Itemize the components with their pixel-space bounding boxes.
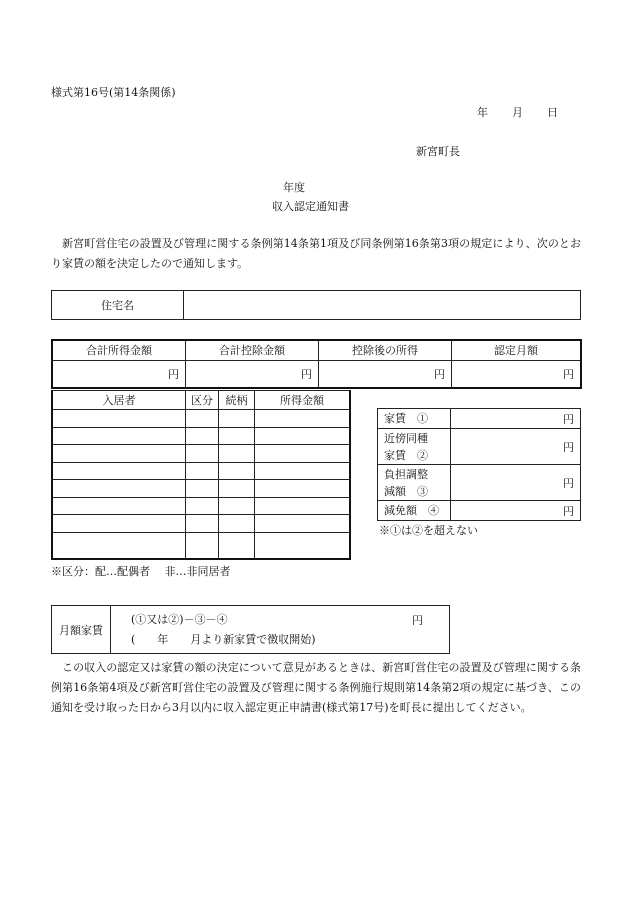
monthly-rent-start-note: ( 年 月より新家賃で徴収開始) xyxy=(131,632,316,646)
resident-category xyxy=(186,427,219,445)
monthly-rent-table xyxy=(51,605,450,654)
resident-name xyxy=(52,480,186,498)
resident-relation xyxy=(219,462,255,480)
residents-header-relation: 続柄 xyxy=(219,391,255,410)
monthly-rent-formula: (①又は②)－③－④ xyxy=(131,612,228,626)
resident-income xyxy=(255,445,351,463)
rent-note: ※①は②を超えない xyxy=(379,524,478,537)
resident-relation xyxy=(219,427,255,445)
income-header-monthly-amount: 認定月額 xyxy=(452,340,582,360)
resident-relation xyxy=(219,533,255,559)
resident-category xyxy=(186,515,219,533)
deduction-value-yen: 円 xyxy=(186,360,319,388)
residents-header-category: 区分 xyxy=(186,391,219,410)
rent-label-base: 家賃 ① xyxy=(378,409,451,429)
resident-category xyxy=(186,497,219,515)
rent-value-exemption: 円 xyxy=(451,501,581,521)
resident-income xyxy=(255,410,351,428)
resident-income xyxy=(255,462,351,480)
income-table xyxy=(51,339,582,389)
intro-paragraph: 新宮町営住宅の設置及び管理に関する条例第14条第1項及び同条例第16条第3項の規定により、次のとおり家賃の額を決定したので通知します。 xyxy=(51,237,581,270)
housing-value xyxy=(184,291,581,320)
date-day: 日 xyxy=(547,106,558,119)
income-header-after-deduction: 控除後の所得 xyxy=(319,340,452,360)
resident-category xyxy=(186,445,219,463)
housing-label: 住宅名 xyxy=(52,291,184,320)
rent-value-base: 円 xyxy=(451,409,581,429)
residents-table xyxy=(51,390,351,560)
resident-name xyxy=(52,427,186,445)
rent-table xyxy=(377,408,581,521)
resident-name xyxy=(52,497,186,515)
residents-header-name: 入居者 xyxy=(52,391,186,410)
resident-name xyxy=(52,515,186,533)
rent-value-neighborhood: 円 xyxy=(451,429,581,465)
fiscal-year: 年度 xyxy=(283,181,305,194)
residents-header-income: 所得金額 xyxy=(255,391,351,410)
date-month: 月 xyxy=(512,106,523,119)
income-header-total-income: 合計所得金額 xyxy=(52,340,186,360)
resident-category xyxy=(186,462,219,480)
resident-income xyxy=(255,515,351,533)
resident-income xyxy=(255,480,351,498)
resident-income xyxy=(255,427,351,445)
housing-table xyxy=(51,290,581,320)
issuer: 新宮町長 xyxy=(416,145,460,158)
resident-name xyxy=(52,533,186,559)
closing-paragraph: この収入の認定又は家賃の額の決定について意見があるときは、新宮町営住宅の設置及び管理に関する条例第16条第4項及び新宮町営住宅の設置及び管理に関する条例施行規則第14条第2項の規定に基づき、この通知を受け取った日から3月以内に収入認定更正申請書(様式第17号)を町長に提出してください。 xyxy=(51,661,581,714)
category-note: ※区分：配…配偶者 非…非同居者 xyxy=(51,565,231,578)
income-value-yen: 円 xyxy=(52,360,186,388)
rent-label-neighborhood: 近傍同種 家賃 ② xyxy=(378,429,451,465)
resident-name xyxy=(52,410,186,428)
monthly-rent-content xyxy=(111,606,450,654)
resident-category xyxy=(186,480,219,498)
resident-category xyxy=(186,533,219,559)
rent-label-adjustment: 負担調整 減額 ③ xyxy=(378,465,451,501)
after-deduction-value-yen: 円 xyxy=(319,360,452,388)
date-year: 年 xyxy=(477,106,488,119)
resident-name xyxy=(52,462,186,480)
rent-value-adjustment: 円 xyxy=(451,465,581,501)
resident-relation xyxy=(219,445,255,463)
resident-relation xyxy=(219,480,255,498)
resident-name xyxy=(52,445,186,463)
monthly-amount-value-yen: 円 xyxy=(452,360,582,388)
resident-relation xyxy=(219,410,255,428)
resident-relation xyxy=(219,497,255,515)
form-number: 様式第16号(第14条関係) xyxy=(51,86,176,99)
monthly-rent-label: 月額家賃 xyxy=(52,606,111,654)
rent-label-exemption: 減免額 ④ xyxy=(378,501,451,521)
resident-income xyxy=(255,533,351,559)
monthly-rent-unit: 円 xyxy=(412,614,423,627)
document-title: 収入認定通知書 xyxy=(272,200,349,213)
income-header-total-deduction: 合計控除金額 xyxy=(186,340,319,360)
resident-category xyxy=(186,410,219,428)
resident-income xyxy=(255,497,351,515)
resident-relation xyxy=(219,515,255,533)
